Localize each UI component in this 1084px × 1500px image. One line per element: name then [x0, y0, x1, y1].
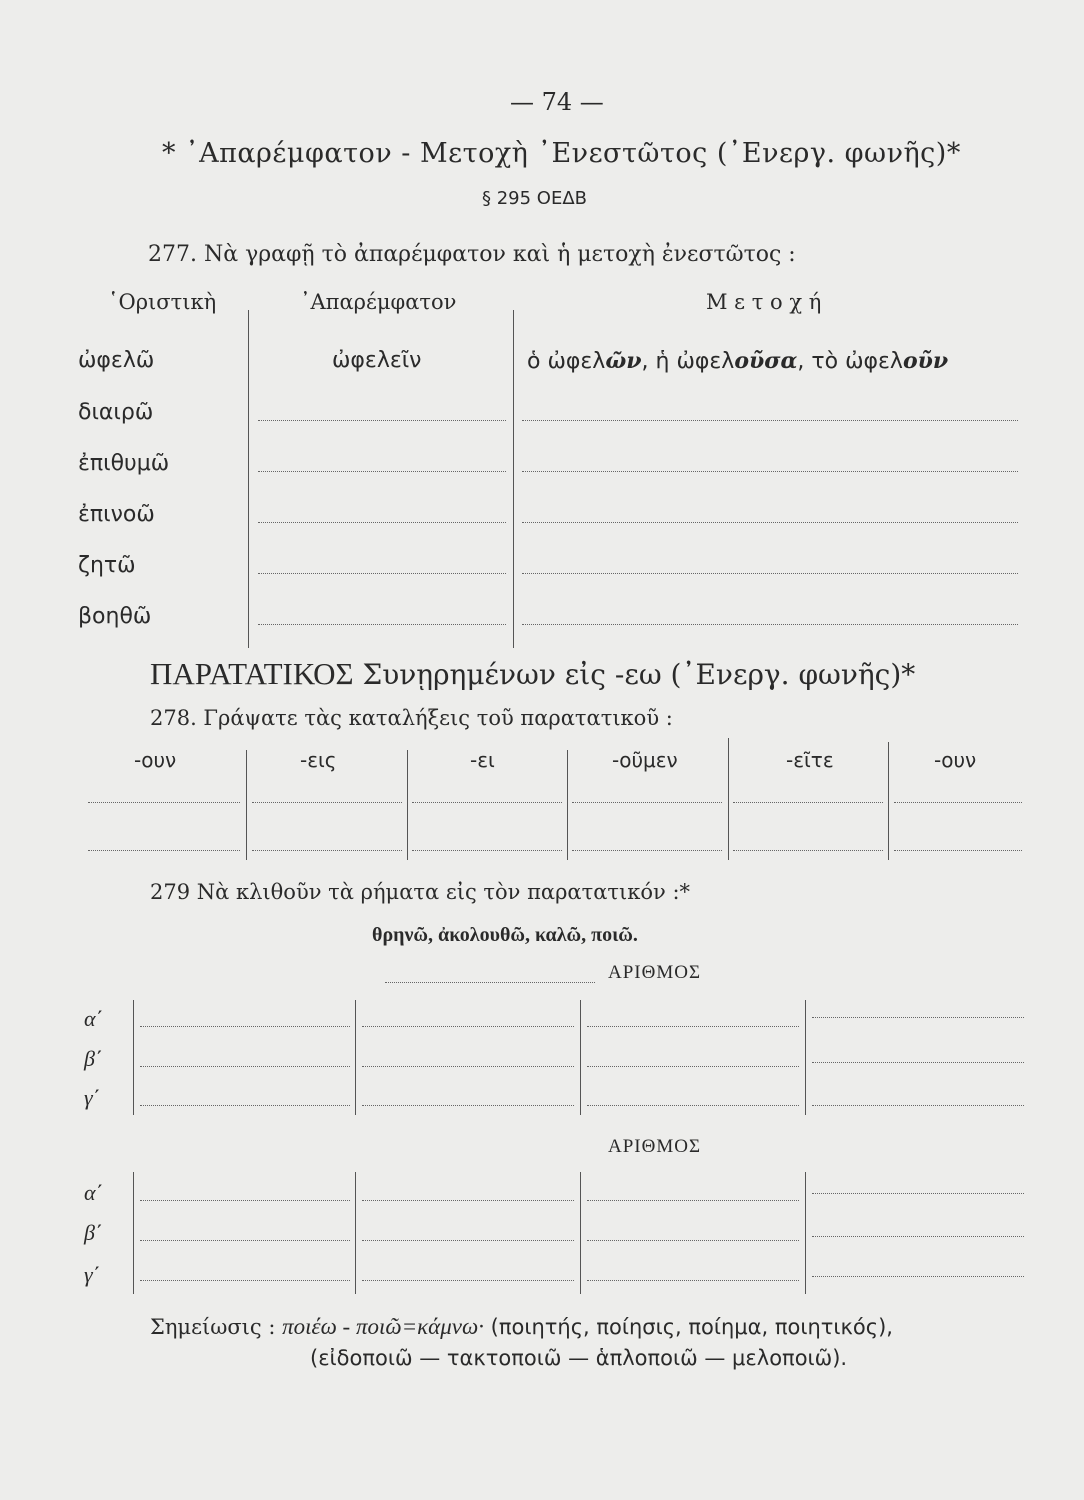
answer-blank-participle-1[interactable] [522, 420, 1018, 421]
ending-1: -ουν [134, 748, 177, 772]
answer-blank-ending-6b[interactable] [894, 850, 1022, 851]
answer-279a-r1-c3[interactable] [587, 1026, 799, 1027]
ending-5: -εῖτε [786, 748, 834, 772]
table-279b-divider-3 [580, 1172, 581, 1294]
answer-279b-r1-c1[interactable] [140, 1200, 350, 1201]
answer-279a-r2-c1[interactable] [140, 1066, 350, 1067]
answer-blank-ending-1b[interactable] [88, 850, 240, 851]
answer-blank-infinitive-4[interactable] [258, 573, 506, 574]
note-line-2: (εἰδοποιῶ — τακτοποιῶ — ἁπλοποιῶ — μελοποιῶ). [310, 1346, 848, 1370]
answer-blank-ending-2b[interactable] [252, 850, 402, 851]
table-279a-divider-2 [355, 1000, 356, 1115]
page-number: — 74 — [510, 88, 604, 116]
answer-blank-participle-3[interactable] [522, 522, 1018, 523]
person-label-2: β΄ [84, 1046, 103, 1071]
answer-279a-r1-c4[interactable] [812, 1017, 1024, 1018]
answer-279b-r3-c4[interactable] [812, 1276, 1024, 1277]
answer-279b-r3-c2[interactable] [362, 1280, 574, 1281]
example-participle: ὁ ὠφελῶν, ἡ ὠφελοῦσα, τὸ ὠφελοῦν [527, 348, 949, 374]
header-indicative: ῾Οριστικὴ [108, 290, 217, 314]
person-label-6: γ΄ [84, 1262, 100, 1287]
answer-blank-ending-4a[interactable] [572, 802, 722, 803]
answer-279b-r3-c3[interactable] [587, 1280, 799, 1281]
answer-279a-r3-c1[interactable] [140, 1105, 350, 1106]
answer-279a-r2-c4[interactable] [812, 1062, 1024, 1063]
exercise-279-verbs: θρηνῶ, ἀκολουθῶ, καλῶ, ποιῶ. [372, 924, 638, 946]
answer-blank-infinitive-2[interactable] [258, 471, 506, 472]
person-label-1: α΄ [84, 1006, 103, 1031]
answer-blank-infinitive-3[interactable] [258, 522, 506, 523]
answer-blank-participle-5[interactable] [522, 624, 1018, 625]
answer-blank-infinitive-5[interactable] [258, 624, 506, 625]
example-infinitive: ὠφελεῖν [332, 348, 422, 373]
answer-blank-infinitive-1[interactable] [258, 420, 506, 421]
verb-row-5: βοηθῶ [78, 604, 152, 629]
section-reference: § 295 ΟΕΔΒ [482, 188, 588, 209]
note-italic: ποιέω - ποιῶ=κάμνω· [282, 1314, 484, 1339]
answer-blank-participle-2[interactable] [522, 471, 1018, 472]
table-277-divider-left [248, 310, 249, 648]
verb-row-2: ἐπιθυμῶ [78, 451, 170, 476]
note-line-1 [150, 1314, 893, 1340]
answer-279a-r2-c3[interactable] [587, 1066, 799, 1067]
answer-279b-r2-c2[interactable] [362, 1240, 574, 1241]
note-derivatives: (ποιητής, ποίησις, ποίημα, ποιητικός), [484, 1315, 893, 1339]
example-verb: ὠφελῶ [78, 348, 155, 373]
table-278-divider-5 [888, 742, 889, 860]
table-279a-divider-1 [133, 1000, 134, 1115]
answer-279a-r1-c1[interactable] [140, 1026, 350, 1027]
table-279b-divider-1 [133, 1172, 134, 1294]
table-279b-divider-2 [355, 1172, 356, 1294]
section-title-imperfect: ΠΑΡΑΤΑΤΙΚΟΣ Συνῃρημένων εἰς -εω (᾿Ενεργ. φωνῆς)* [150, 656, 916, 691]
header-infinitive: ᾿Απαρέμφατον [300, 290, 457, 314]
number-label-plural: ΑΡΙΘΜΟΣ [608, 1136, 702, 1157]
answer-279a-r1-c2[interactable] [362, 1026, 574, 1027]
answer-279a-r2-c2[interactable] [362, 1066, 574, 1067]
answer-blank-ending-2a[interactable] [252, 802, 402, 803]
answer-279b-r3-c1[interactable] [140, 1280, 350, 1281]
table-278-divider-2 [407, 750, 408, 860]
verb-row-1: διαιρῶ [78, 400, 154, 425]
answer-279b-r2-c4[interactable] [812, 1236, 1024, 1237]
answer-blank-ending-5a[interactable] [733, 802, 883, 803]
answer-279b-r1-c2[interactable] [362, 1200, 574, 1201]
answer-blank-ending-3b[interactable] [412, 850, 562, 851]
table-278-divider-3 [567, 750, 568, 860]
header-participle: Μ ε τ ο χ ή [706, 290, 822, 314]
verb-row-3: ἐπινοῶ [78, 502, 155, 527]
answer-blank-ending-4b[interactable] [572, 850, 722, 851]
number-label-singular: ΑΡΙΘΜΟΣ [608, 962, 702, 983]
exercise-278-instruction: 278. Γράψατε τὰς καταλήξεις τοῦ παρατατικοῦ : [150, 706, 673, 730]
ending-2: -εις [300, 748, 337, 772]
section-title-infinitive-participle: * ᾿Απαρέμφατον - Μετοχὴ ᾿Ενεστῶτος (᾿Ενεργ. φωνῆς)* [162, 138, 961, 169]
table-278-divider-4 [728, 738, 729, 860]
ending-3: -ει [470, 748, 495, 772]
table-279a-divider-4 [805, 1000, 806, 1115]
answer-279b-r2-c3[interactable] [587, 1240, 799, 1241]
answer-279b-r1-c3[interactable] [587, 1200, 799, 1201]
person-label-5: β΄ [84, 1220, 103, 1245]
table-277-divider-right [513, 310, 514, 648]
answer-279a-r3-c4[interactable] [812, 1105, 1024, 1106]
person-label-3: γ΄ [84, 1085, 100, 1110]
exercise-277-instruction: 277. Νὰ γραφῇ τὸ ἀπαρέμφατον καὶ ἡ μετοχὴ ἐνεστῶτος : [148, 242, 796, 267]
exercise-279-instruction: 279 Νὰ κλιθοῦν τὰ ρήματα εἰς τὸν παρατατικόν :* [150, 880, 691, 904]
answer-279b-r2-c1[interactable] [140, 1240, 350, 1241]
person-label-4: α΄ [84, 1180, 103, 1205]
answer-279a-r3-c2[interactable] [362, 1105, 574, 1106]
answer-blank-ending-5b[interactable] [733, 850, 883, 851]
answer-blank-ending-3a[interactable] [412, 802, 562, 803]
table-278-divider-1 [246, 750, 247, 860]
table-279b-divider-4 [805, 1172, 806, 1294]
answer-blank-ending-1a[interactable] [88, 802, 240, 803]
table-279a-divider-3 [580, 1000, 581, 1115]
verb-row-4: ζητῶ [78, 553, 136, 578]
ending-6: -ουν [934, 748, 977, 772]
answer-279b-r1-c4[interactable] [812, 1193, 1024, 1194]
answer-blank-participle-4[interactable] [522, 573, 1018, 574]
answer-blank-279-header-1[interactable] [385, 982, 595, 983]
ending-4: -οῦμεν [612, 748, 678, 772]
answer-blank-ending-6a[interactable] [894, 802, 1022, 803]
answer-279a-r3-c3[interactable] [587, 1105, 799, 1106]
note-label: Σημείωσις : [150, 1315, 276, 1339]
